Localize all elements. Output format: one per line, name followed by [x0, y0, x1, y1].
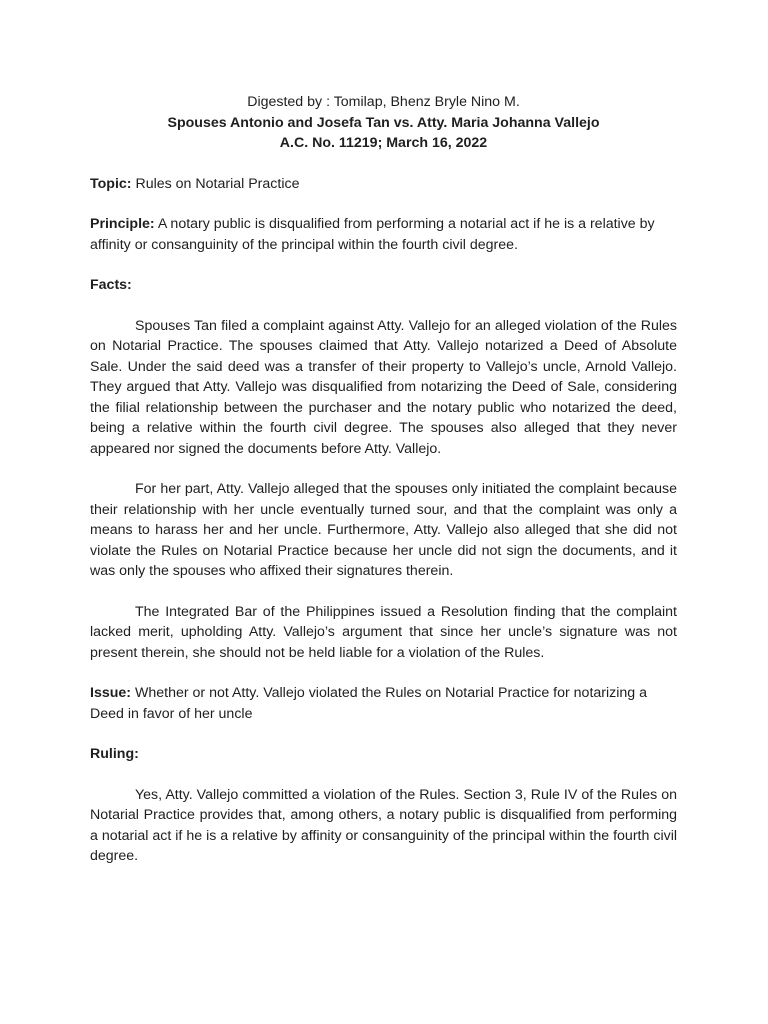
facts-paragraph-3: The Integrated Bar of the Philippines issued a Resolution finding that the complaint lacked merit, upholding Atty. Vallejo’s argument that since her uncle’s signature was not present therein, she should not be held liable for a violation of the Rules. — [90, 603, 677, 661]
topic-text: Rules on Notarial Practice — [131, 175, 300, 192]
principle-label: Principle: — [90, 216, 155, 232]
digested-by: Digested by : Tomilap, Bhenz Bryle Nino M. — [247, 94, 520, 110]
issue-line — [90, 683, 677, 724]
document-header — [90, 92, 677, 154]
issue-text: Whether or not Atty. Vallejo violated the Rules on Notarial Practice for notarizing a Deed in favor of her uncle — [90, 685, 648, 722]
case-number: A.C. No. 11219; March 16, 2022 — [279, 135, 488, 151]
principle-text: A notary public is disqualified from performing a notarial act if he is a relative by affinity or consanguinity of the principal within the fourth civil degree. — [90, 216, 655, 253]
document-page — [90, 92, 677, 867]
facts-heading: Facts: — [90, 277, 132, 293]
topic-line — [90, 174, 677, 195]
ruling-heading: Ruling: — [90, 746, 139, 762]
ruling-paragraph-1: Yes, Atty. Vallejo committed a violation of the Rules. Section 3, Rule IV of the Rules on Notarial Practice provides that, among others, a notary public is disqualified from performing a notarial act if he is a relative by affinity or consanguinity of the principal within the fourth civil degree. — [90, 786, 677, 864]
topic-label: Topic: — [90, 175, 132, 192]
facts-paragraph-2: For her part, Atty. Vallejo alleged that the spouses only initiated the complaint because their relationship with her uncle eventually turned sour, and that the complaint was only a means to harass her and her uncle. Furthermore, Atty. Vallejo also alleged that she did not violate the Rules on Notarial Practice because her uncle did not sign the documents, and it was only the spouses who affixed their signatures therein. — [90, 481, 677, 579]
case-title: Spouses Antonio and Josefa Tan vs. Atty. Maria Johanna Vallejo — [167, 114, 600, 131]
facts-paragraph-1: Spouses Tan filed a complaint against Atty. Vallejo for an alleged violation of the Rules on Notarial Practice. The spouses claimed that Atty. Vallejo notarized a Deed of Absolute Sale. Under the said deed was a transfer of their property to Vallejo’s uncle, Arnold Vallejo. They argued that Atty. Vallejo was disqualified from notarizing the Deed of Sale, considering the filial relationship between the purchaser and the notary public who notarized the deed, being a relative within the fourth civil degree. The spouses also alleged that they never appeared nor signed the documents before Atty. Vallejo. — [90, 317, 677, 457]
principle-line — [90, 214, 677, 255]
issue-label: Issue: — [90, 685, 132, 701]
